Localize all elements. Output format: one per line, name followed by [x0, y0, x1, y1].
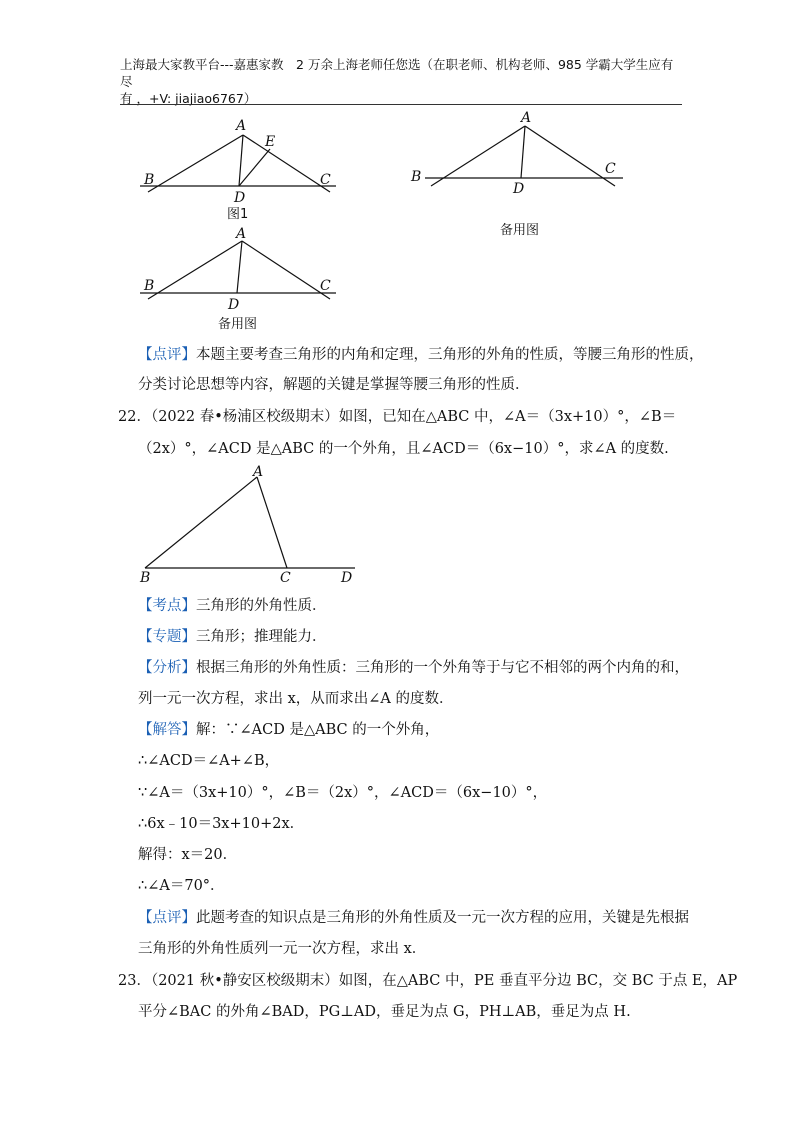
fig3-label-a: A: [236, 226, 247, 242]
fig1-side-ab: [148, 135, 243, 192]
q22-stem-text-2: （2x）°，∠ACD 是△ABC 的一个外角，且∠ACD＝（6x−10）°，求∠A 的度数.: [138, 441, 669, 457]
q22-comment-text-2: 三角形的外角性质列一元一次方程，求出 x．: [138, 941, 427, 957]
q22-kaodian-line: [138, 596, 678, 616]
q23-stem-line-1: [118, 971, 738, 991]
q22-label-b: B: [140, 570, 151, 586]
q22-step-3: ∴6x﹣10＝3x+10+2x．: [138, 816, 305, 832]
q21-comment-text-2: 分类讨论思想等内容，解题的关键是掌握等腰三角形的性质．: [138, 377, 530, 393]
q21-comment-text-1: 本题主要考查三角形的内角和定理，三角形的外角的性质，等腰三角形的性质，: [196, 347, 704, 363]
fig1-label-b: B: [144, 172, 155, 188]
q22-side-ac: [257, 477, 287, 568]
figure-2: [405, 106, 635, 246]
q23-stem-line-2: [138, 1002, 678, 1022]
q22-kaodian-text: 三角形的外角性质．: [196, 598, 327, 614]
fig2-caption: 备用图: [500, 223, 540, 238]
q22-comment-tag: 【点评】: [138, 910, 196, 926]
fig1-segment-ad: [239, 135, 243, 186]
fig2-label-d: D: [513, 181, 525, 197]
q22-comment-line-1: [138, 908, 689, 928]
q22-step-4: 解得：x＝20．: [138, 847, 238, 863]
fig3-segment-ad: [237, 241, 242, 293]
fig3-label-c: C: [320, 278, 331, 294]
fig3-side-ac: [242, 241, 330, 299]
fig1-label-e: E: [265, 134, 276, 150]
q22-fenxi-tag: 【分析】: [138, 660, 196, 676]
q22-fenxi-text-2: 列一元一次方程，求出 x，从而求出∠A 的度数．: [138, 691, 454, 707]
header-divider: [120, 104, 682, 105]
q22-fenxi-text-1: 根据三角形的外角性质：三角形的一个外角等于与它不相邻的两个内角的和，: [196, 660, 689, 676]
q22-label-a: A: [253, 464, 264, 480]
q22-jieda-tag: 【解答】: [138, 722, 196, 738]
fig3-label-b: B: [144, 278, 155, 294]
q23-stem-text-2: 平分∠BAC 的外角∠BAD，PG⊥AD，垂足为点 G，PH⊥AB，垂足为点 H.: [138, 1004, 631, 1020]
fig1-caption: 图1: [227, 207, 249, 222]
fig2-side-ab: [431, 126, 525, 186]
q22-step-2: ∵∠A＝（3x+10）°，∠B＝（2x）°，∠ACD＝（6x−10）°，: [138, 785, 548, 801]
q22-fenxi-line-1: [138, 658, 689, 678]
q22-side-ab: [145, 477, 257, 568]
q22-zhuanti-tag: 【专题】: [138, 629, 196, 645]
fig2-label-b: B: [411, 169, 422, 185]
q22-kaodian-tag: 【考点】: [138, 598, 196, 614]
fig1-side-ac: [243, 135, 330, 192]
fig3-caption: 备用图: [218, 317, 258, 332]
figure-3: [130, 224, 350, 336]
fig3-label-d: D: [228, 297, 240, 313]
q22-label-d: D: [341, 570, 353, 586]
fig1-label-c: C: [320, 172, 331, 188]
fig3-side-ab: [148, 241, 242, 299]
q22-comment-line-2: [138, 939, 678, 959]
page-header: [120, 56, 685, 107]
q22-step-1: ∴∠ACD＝∠A+∠B，: [138, 753, 280, 769]
q23-stem-text-1: 23．（2021 秋•静安区校级期末）如图，在△ABC 中，PE 垂直平分边 BC，交 BC 于点 E，AP: [118, 973, 738, 989]
figure-1: [130, 112, 350, 222]
q22-jieda-text: 解：∵∠ACD 是△ABC 的一个外角，: [196, 722, 440, 738]
header-line-2: 有 ，+V: jiajiao6767）: [120, 91, 257, 106]
q22-stem-line-1: [118, 407, 677, 427]
fig2-segment-ad: [521, 126, 525, 178]
fig1-label-d: D: [234, 190, 246, 206]
q22-label-c: C: [280, 570, 291, 586]
q22-figure: [135, 462, 365, 587]
q22-zhuanti-line: [138, 627, 678, 647]
q22-stem-text-1: 22．（2022 春•杨浦区校级期末）如图，已知在△ABC 中，∠A＝（3x+10）°，∠B＝: [118, 409, 677, 425]
q22-jieda-line: [138, 720, 678, 740]
q22-zhuanti-text: 三角形；推理能力．: [196, 629, 327, 645]
fig2-label-c: C: [605, 161, 616, 177]
header-line-1: 上海最大家教平台---嘉惠家教 2 万余上海老师任您选（在职老师、机构老师、985 学霸大学生应有尽: [120, 57, 674, 89]
q21-comment-tag: 【点评】: [138, 347, 196, 363]
q22-comment-text-1: 此题考查的知识点是三角形的外角性质及一元一次方程的应用，关键是先根据: [196, 910, 689, 926]
q22-step-5: ∴∠A＝70°．: [138, 878, 225, 894]
fig1-label-a: A: [236, 118, 247, 134]
fig1-segment-de: [239, 149, 270, 186]
q22-stem-line-2: [138, 439, 678, 459]
fig2-side-ac: [525, 126, 615, 186]
q21-comment-line-1: [138, 345, 704, 365]
q21-comment-line-2: [138, 375, 678, 395]
fig2-label-a: A: [521, 110, 532, 126]
q22-fenxi-line-2: [138, 689, 678, 709]
